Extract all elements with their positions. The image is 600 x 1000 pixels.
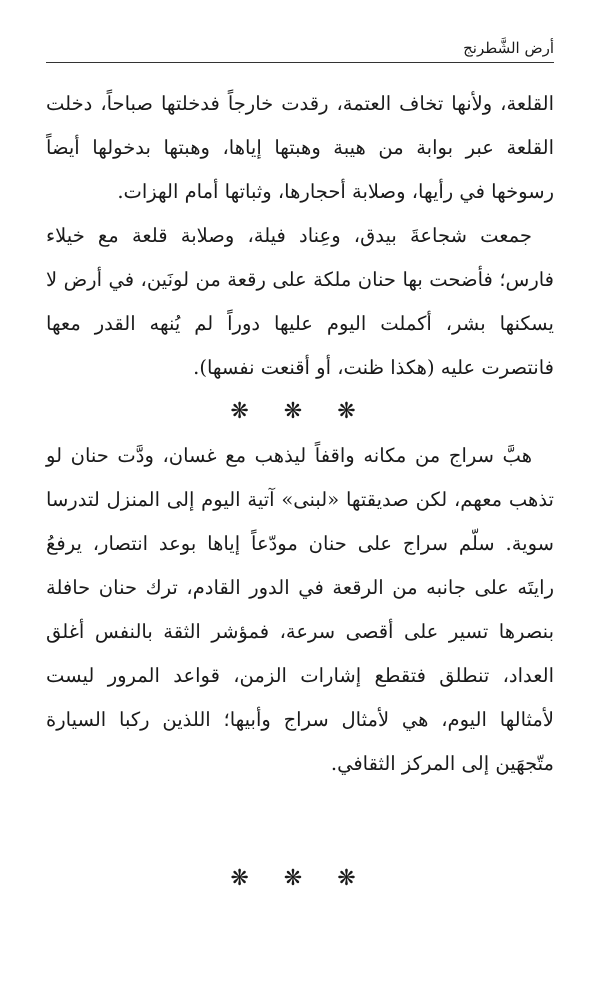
paragraph-3: هبَّ سراج من مكانه واقفاً ليذهب مع غسان، ودَّت حنان لو تذهب معهم، لكن صديقتها «لبنى» آتية اليوم إلى المنزل لتدرسا سوية. سلّم سراج على حنان مودّعاً إياها بوعد انتصار، يرفعُ رايتَه على جانبه من الرقعة في الدور القادم، ترك حنان حافلة بنصرها تسير على أقصى سرعة، فمؤشر الثقة بالنفس أغلق العداد، تنطلق فتقطع إشارات الزمن، قواعد المرور ليست لأمثالها اليوم، هي لأمثال سراج وأبيها؛ اللذين ركبا السيارة متّجهَين إلى المركز الثقافي. [46, 444, 554, 775]
running-header [46, 36, 554, 63]
paragraph-2: جمعت شجاعةَ بيدق، وعِناد فيلة، وصلابة قلعة مع خيلاء فارس؛ فأضحت بها حنان ملكة على رقعة من لونَين، في أرض لا يسكنها بشر، أكملت اليوم عليها دوراً لم يُنهه القدر معها فانتصرت عليه (هكذا ظنت، أو أقنعت نفسها). [46, 224, 554, 379]
body-text [46, 82, 554, 786]
section-separator-middle: ❋ ❋ ❋ [230, 399, 370, 424]
section-separator-bottom: ❋ ❋ ❋ [230, 866, 370, 891]
paragraph-1: القلعة، ولأنها تخاف العتمة، رقدت خارجاً فدخلتها صباحاً، دخلت القلعة عبر بوابة من هيبة وهبتها إياها، وهبتها بدخولها أيضاً رسوخها في رأيها، وصلابة أحجارها، وثباتها أمام الهزات. [46, 92, 554, 203]
book-title-header: أرض الشَّطرنج [463, 39, 554, 57]
